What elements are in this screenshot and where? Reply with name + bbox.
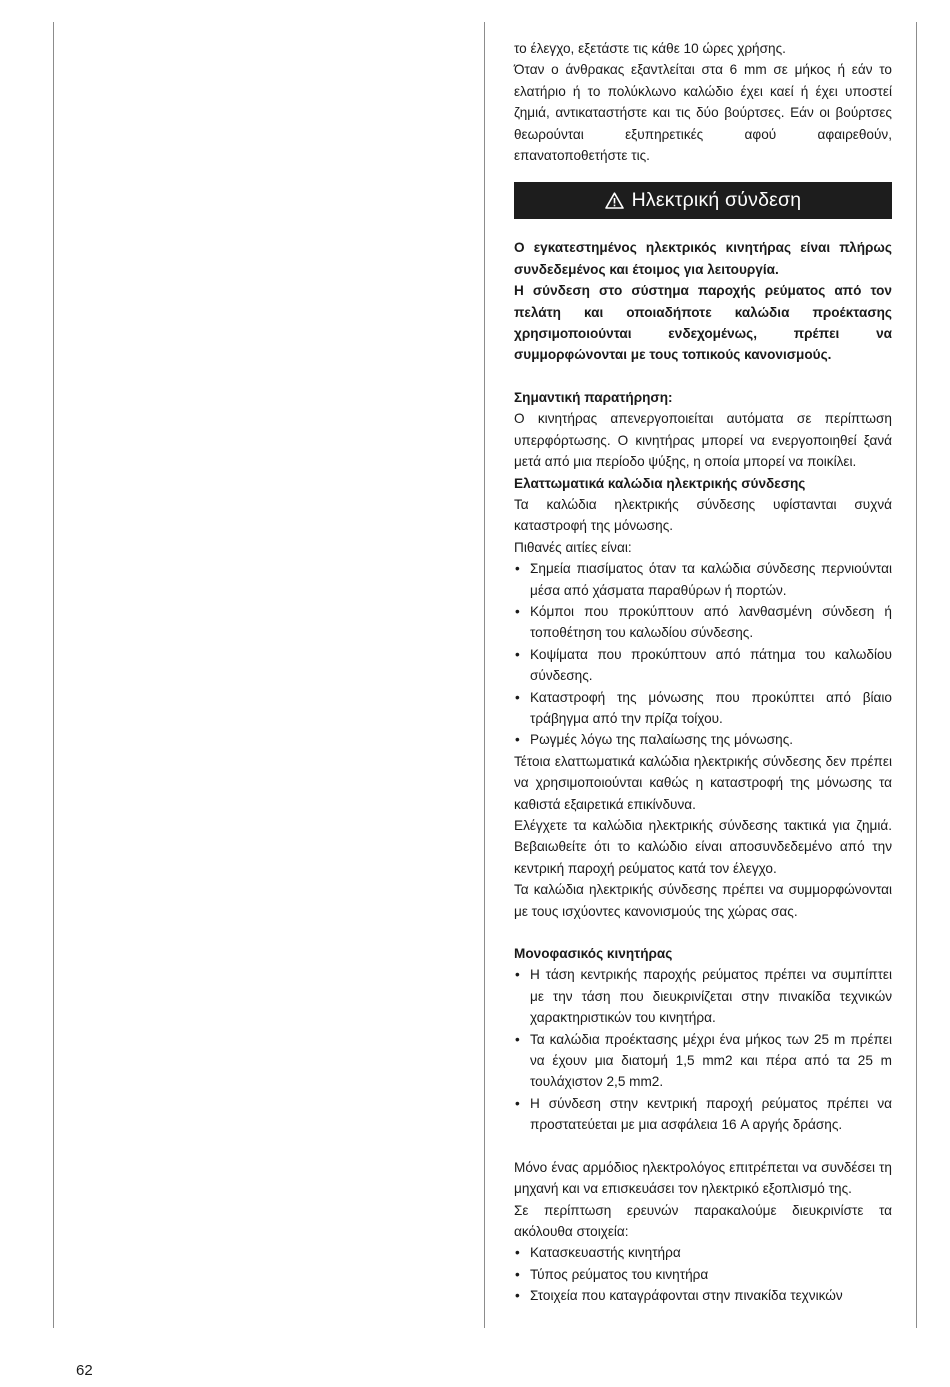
defective-cables-after-2: Ελέγχετε τα καλώδια ηλεκτρικής σύνδεσης τακτικά για ζημιά. Βεβαιωθείτε ότι το καλώδιο είναι αποσυνδεδεμένο από την κεντρική παροχή ρεύματος κατά τον έλεγχο. — [514, 818, 892, 876]
section-header — [514, 182, 892, 219]
warning-triangle-icon — [605, 192, 624, 209]
list-item: • Η σύνδεση στην κεντρική παροχή ρεύματος πρέπει να προστατεύεται με μια ασφάλεια 16 A αργής δράσης. — [514, 1093, 892, 1136]
list-item: • Τα καλώδια προέκτασης μέχρι ένα μήκος των 25 m πρέπει να έχουν μια διατομή 1,5 mm2 και πέρα από τα 25 m τουλάχιστον 2,5 mm2. — [514, 1029, 892, 1093]
electrician-text-2: Σε περίπτωση ερευνών παρακαλούμε διευκρινίστε τα ακόλουθα στοιχεία: — [514, 1202, 892, 1239]
right-margin-rule — [916, 22, 917, 1328]
defective-cables-text-2: Πιθανές αιτίες είναι: — [514, 539, 632, 555]
section-title: Ηλεκτρική σύνδεση — [631, 189, 802, 212]
bold-intro-1: Ο εγκατεστημένος ηλεκτρικός κινητήρας είναι πλήρως συνδεδεμένος και έτοιμος για λειτουργία. — [514, 240, 892, 277]
column-divider-rule — [484, 22, 485, 1328]
list-item: • Τύπος ρεύματος του κινητήρα — [514, 1264, 892, 1285]
bold-intro-2: Η σύνδεση στο σύστημα παροχής ρεύματος από τον πελάτη και οποιαδήποτε καλώδια προέκτασης χρησιμοποιούνται ενδεχομένως, πρέπει να συμμορφώνονται με τους τοπικούς κανονισμούς. — [514, 283, 892, 363]
list-item: • Ρωγμές λόγω της παλαίωσης της μόνωσης. — [514, 729, 892, 750]
text-column — [514, 38, 892, 1307]
list-item: • Κοψίματα που προκύπτουν από πάτημα του καλωδίου σύνδεσης. — [514, 644, 892, 687]
left-margin-rule — [53, 22, 54, 1328]
important-heading: Σημαντική παρατήρηση: — [514, 389, 673, 405]
defective-cables-after-3: Τα καλώδια ηλεκτρικής σύνδεσης πρέπει να συμμορφώνονται με τους ισχύοντες κανονισμούς της χώρας σας. — [514, 882, 892, 919]
list-item: • Σημεία πιασίματος όταν τα καλώδια σύνδεσης περνιούνται μέσα από χάσματα παραθύρων ή πορτών. — [514, 558, 892, 601]
electrician-text-1: Μόνο ένας αρμόδιος ηλεκτρολόγος επιτρέπεται να συνδέσει τη μηχανή και να επισκευάσει τον ηλεκτρικό εξοπλισμό της. — [514, 1159, 892, 1197]
list-item: • Στοιχεία που καταγράφονται στην πινακίδα τεχνικών — [514, 1285, 892, 1306]
causes-list — [514, 558, 892, 751]
intro-paragraph-2: Όταν ο άνθρακας εξαντλείται στα 6 mm σε μήκος ή εάν το ελατήριο ή το πολύκλωνο καλώδιο έχει καεί ή έχει υποστεί ζημιά, αντικαταστήστε και τις δύο βούρτσες. Εάν οι βούρτσες θεωρούνται εξυπηρετικές αφού αφαιρεθούν, επανατοποθετήστε τις. — [514, 62, 892, 164]
inquiry-list — [514, 1242, 892, 1306]
intro-paragraph-1: το έλεγχο, εξετάστε τις κάθε 10 ώρες χρήσης. — [514, 41, 786, 56]
single-phase-heading: Μονοφασικός κινητήρας — [514, 946, 673, 962]
list-item: • Κόμποι που προκύπτουν από λανθασμένη σύνδεση ή τοποθέτηση του καλωδίου σύνδεσης. — [514, 601, 892, 644]
single-phase-list — [514, 964, 892, 1135]
list-item: • Καταστροφή της μόνωσης που προκύπτει από βίαιο τράβηγμα από την πρίζα τοίχου. — [514, 687, 892, 730]
list-item: • Κατασκευαστής κινητήρα — [514, 1242, 892, 1263]
page-number: 62 — [76, 1362, 93, 1379]
important-text: Ο κινητήρας απενεργοποιείται αυτόματα σε περίπτωση υπερφόρτωσης. Ο κινητήρας μπορεί να ενεργοποιηθεί ξανά μετά από μια περίοδο ψύξης, η οποία μπορεί να ποικίλει. — [514, 411, 892, 470]
defective-cables-text-1: Τα καλώδια ηλεκτρικής σύνδεσης υφίστανται συχνά καταστροφή της μόνωσης. — [514, 496, 892, 534]
defective-cables-after-1: Τέτοια ελαττωματικά καλώδια ηλεκτρικής σύνδεσης δεν πρέπει να χρησιμοποιούνται καθώς η καταστροφή της μόνωσης τα καθιστά εξαιρετικά επικίνδυνα. — [514, 753, 892, 812]
defective-cables-heading: Ελαττωματικά καλώδια ηλεκτρικής σύνδεσης — [514, 475, 806, 491]
list-item: • Η τάση κεντρικής παροχής ρεύματος πρέπει να συμπίπτει με την τάση που διευκρινίζεται στην πινακίδα τεχνικών χαρακτηριστικών του κινητήρα. — [514, 964, 892, 1028]
